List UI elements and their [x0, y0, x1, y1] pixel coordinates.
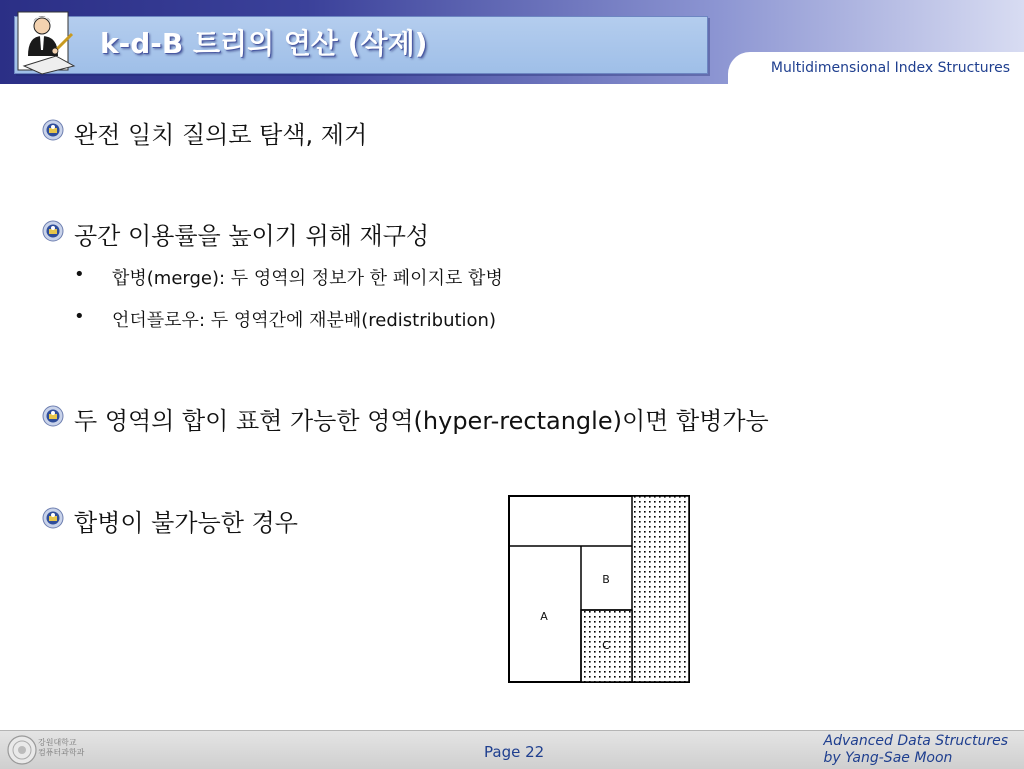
slide-title: k-d-B 트리의 연산 (삭제) [100, 27, 428, 60]
subtitle-tab [728, 52, 1024, 84]
sub-bullet-marker: • [74, 264, 85, 285]
emblem-bullet-icon [42, 405, 64, 427]
bullet-text-3: 두 영역의 합이 표현 가능한 영역(hyper-rectangle)이면 합병가능 [74, 407, 769, 435]
slide-header [0, 0, 1024, 84]
emblem-bullet-icon [42, 220, 64, 242]
bullet-text-2: 공간 이용률을 높이기 위해 재구성 [74, 222, 430, 250]
sub-bullet-marker: • [74, 306, 85, 327]
university-name: 강원대학교 컴퓨터과학과 [38, 738, 85, 757]
emblem-bullet-icon [42, 507, 64, 529]
partition-diagram [508, 495, 692, 685]
dotted-region-right [632, 496, 689, 682]
region-label-a: A [540, 610, 548, 623]
author-name: by Yang-Sae Moon [823, 750, 953, 766]
bullet-text-4: 합병이 불가능한 경우 [74, 509, 298, 537]
emblem-bullet-icon [42, 119, 64, 141]
sub-bullet-text-1: 합병(merge): 두 영역의 정보가 한 페이지로 합병 [112, 268, 503, 289]
bullet-text-1: 완전 일치 질의로 탐색, 제거 [74, 121, 368, 149]
course-title: Advanced Data Structures [823, 733, 1008, 749]
region-label-b: B [602, 573, 610, 586]
footer-credit [824, 733, 1008, 767]
page-number: Page 22 [484, 743, 545, 761]
region-label-c: C [602, 639, 610, 652]
slide-subtitle: Multidimensional Index Structures [770, 60, 1010, 76]
writing-person-icon [16, 6, 82, 76]
slide-footer [0, 730, 1024, 769]
sub-bullet-text-2: 언더플로우: 두 영역간에 재분배(redistribution) [112, 310, 496, 331]
